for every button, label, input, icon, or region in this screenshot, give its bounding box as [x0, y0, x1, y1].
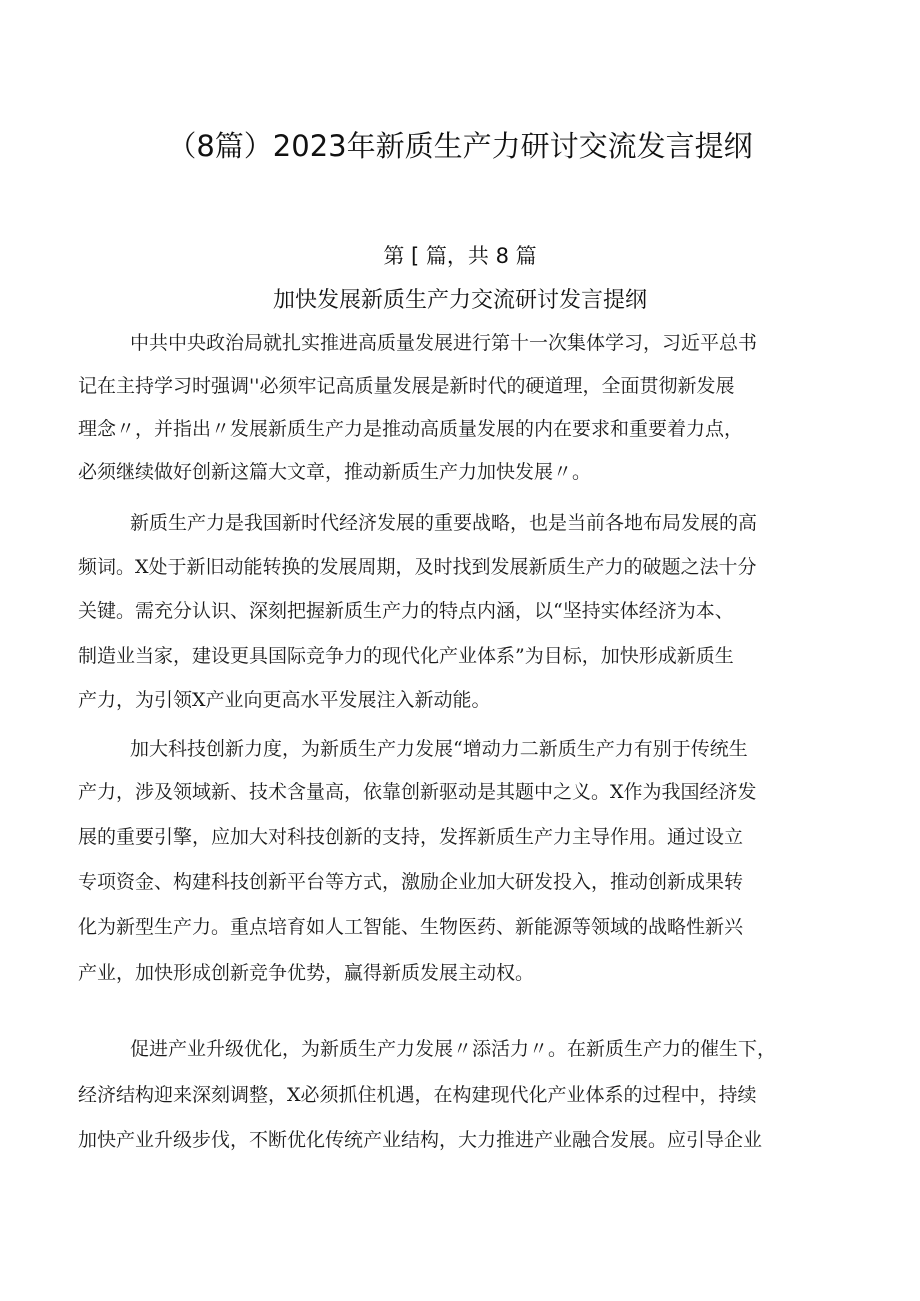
paragraph-line: 经济结构迎来深刻调整，X必须抓住机遇，在构建现代化产业体系的过程中，持续	[78, 1084, 757, 1106]
paragraph-line: 展的重要引擎，应加大对科技创新的支持，发挥新质生产力主导作用。通过设立	[78, 826, 744, 848]
paragraph-line: 加大科技创新力度，为新质生产力发展“增动力二新质生产力有别于传统生	[130, 738, 748, 760]
paragraph-line: 加快产业升级步伐，不断优化传统产业结构，大力推进产业融合发展。应引导企业	[78, 1129, 763, 1151]
part-label: 第 [ 篇，共 8 篇	[383, 244, 537, 268]
part-title: 加快发展新质生产力交流研讨发言提纲	[272, 288, 647, 313]
paragraph-line: 记在主持学习时强调''必须牢记高质量发展是新时代的硬道理，全面贯彻新发展	[78, 375, 735, 397]
paragraph-line: 专项资金、构建科技创新平台等方式，激励企业加大研发投入，推动创新成果转	[78, 871, 744, 893]
paragraph-line: 理念〃，并指出〃发展新质生产力是推动高质量发展的内在要求和重要着力点，	[78, 418, 744, 440]
paragraph-line: 产力，为引领X产业向更高水平发展注入新动能。	[78, 689, 491, 711]
paragraph-line: 化为新型生产力。重点培育如人工智能、生物医药、新能源等领域的战略性新兴	[78, 916, 744, 938]
paragraph-line: 新质生产力是我国新时代经济发展的重要战略，也是当前各地布局发展的高	[130, 512, 758, 534]
paragraph-line: 中共中央政治局就扎实推进高质量发展进行第十一次集体学习，习近平总书	[130, 332, 758, 354]
paragraph-line: 必须继续做好创新这篇大文章，推动新质生产力加快发展〃。	[78, 461, 592, 483]
paragraph-line: 制造业当家，建设更具国际竞争力的现代化产业体系”为目标，加快形成新质生	[78, 645, 734, 667]
paragraph-line: 频词。X处于新旧动能转换的发展周期，及时找到发展新质生产力的破题之法十分	[78, 556, 757, 578]
paragraph-line: 产业，加快形成创新竞争优势，赢得新质发展主动权。	[78, 962, 535, 984]
document-title: （8篇）2023年新质生产力研讨交流发言提纲	[167, 129, 753, 163]
paragraph-line: 促进产业升级优化，为新质生产力发展〃添活力〃。在新质生产力的催生下，	[130, 1038, 777, 1060]
paragraph-line: 关键。需充分认识、深刻把握新质生产力的特点内涵，以“坚持实体经济为本、	[78, 600, 734, 622]
paragraph-line: 产力，涉及领域新、技术含量高，依靠创新驱动是其题中之义。X作为我国经济发	[78, 781, 757, 803]
